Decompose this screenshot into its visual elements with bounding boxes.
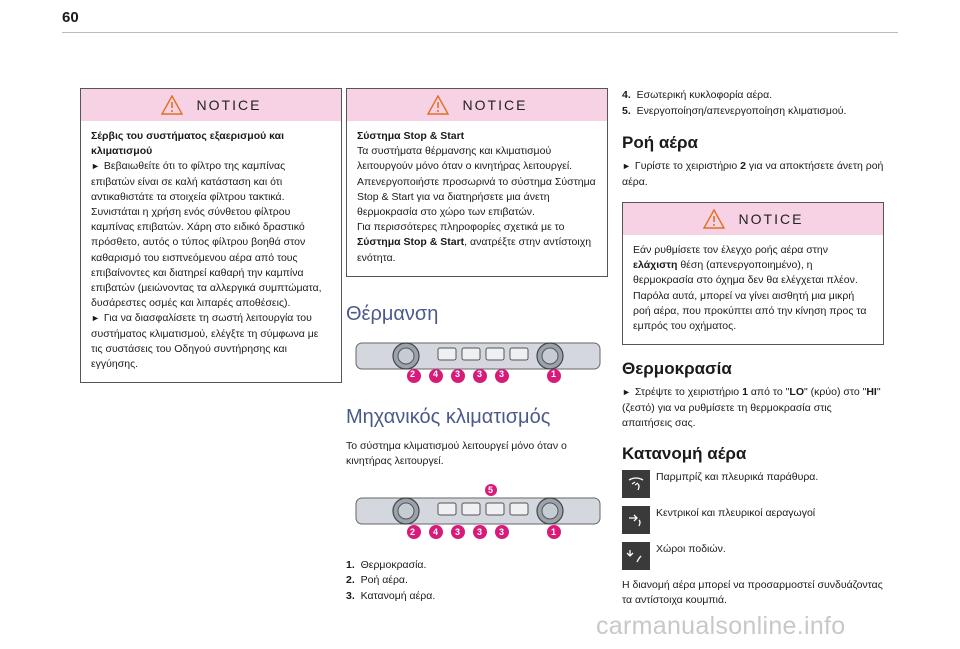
top-divider xyxy=(62,32,898,33)
notice-title: NOTICE xyxy=(738,211,804,227)
notice-title: NOTICE xyxy=(196,97,262,113)
distribution-item xyxy=(622,542,884,570)
manual-ac-list xyxy=(346,558,608,605)
list-item: 1. Θερμοκρασία. xyxy=(346,558,427,571)
heating-title: Θέρμανση xyxy=(346,302,439,325)
callout-label: 3 xyxy=(477,526,483,537)
bullet-arrow-icon: ► xyxy=(622,161,631,171)
page-number: 60 xyxy=(62,9,79,26)
warning-icon xyxy=(427,95,449,115)
list-item: 3. Κατανομή αέρα. xyxy=(346,589,436,602)
callout-label: 3 xyxy=(455,526,461,537)
notice-bullet-2: Για να διασφαλίσετε τη σωστή λειτουργία του συστήματος κλιματισμού, ελέγξτε τη σύμφωνα με τις συστάσεις του Οδηγού συντήρησης και εγγύησης. xyxy=(91,312,319,371)
list-item: 4. Εσωτερική κυκλοφορία αέρα. xyxy=(622,89,773,101)
left-notice-box xyxy=(80,88,342,383)
callout-label: 4 xyxy=(433,368,439,379)
callout-label: 3 xyxy=(499,368,505,379)
airflow-title: Ροή αέρα xyxy=(622,133,698,152)
list-item: 2. Ροή αέρα. xyxy=(346,574,408,587)
ac-panel-diagram xyxy=(354,484,602,540)
callout-label: 3 xyxy=(499,526,505,537)
notice-paragraph-2: Για περισσότερες πληροφορίες σχετικά με το Σύστημα Stop & Start, ανατρέξτε στην αντίστοιχη ενότητα. xyxy=(357,221,592,264)
notice-paragraph-1: Τα συστήματα θέρμανσης και κλιματισμού λειτουργούν μόνο όταν ο κινητήρας λειτουργεί. Απενεργοποιήστε προσωρινά το σύστημα Σύστημα Stop & Start για να διατηρήσετε μια άνετη θερμοκρασία στο χώρο των επιβατών. xyxy=(357,145,596,219)
manual-ac-title: Μηχανικός κλιματισμός xyxy=(346,405,551,428)
face-vent-icon xyxy=(622,506,650,534)
callout-label: 3 xyxy=(477,368,483,379)
list-item: 5. Ενεργοποίηση/απενεργοποίηση κλιματισμού. xyxy=(622,104,847,117)
temperature-text: ► Στρέψτε το χειριστήριο 1 από το "LO" (κρύο) στο "HI" (ζεστό) για να ρυθμίσετε τη θερμοκρασία στις απαιτήσεις σας. xyxy=(622,386,881,430)
distribution-label: Παρμπρίζ και πλευρικά παράθυρα. xyxy=(656,470,819,483)
bullet-arrow-icon: ► xyxy=(91,161,100,172)
right-notice-box xyxy=(622,202,884,345)
callout-label: 2 xyxy=(410,368,416,379)
callout-label: 3 xyxy=(455,368,461,379)
notice-bullet-1: Βεβαιωθείτε ότι το φίλτρο της καμπίνας επιβατών είναι σε καλή κατάσταση και ότι αντικαθιστάτε τα στοιχεία φίλτρου τακτικά. Συνιστάται η χρήση ενός σύνθετου φίλτρου καμπίνας επιβατών. Χάρη στο ειδικό δραστικό πρόσθετο, αυτός ο τύπος φίλτρου βοηθά στον καθαρισμό του εισπνεόμενου αέρα από τους επιβαίνοντες και διατηρεί καθαρή την καμπίνα επιβατών (μειώνοντας τα αλλεργικά συμπτώματα, δυσάρεστες οσμές και λιπαρές αποθέσεις). xyxy=(91,160,322,310)
distribution-label: Χώροι ποδιών. xyxy=(656,542,726,555)
manual-ac-text: Το σύστημα κλιματισμού λειτουργεί μόνο όταν ο κινητήρας λειτουργεί. xyxy=(346,439,567,468)
callout-label: 1 xyxy=(551,368,557,379)
distribution-item xyxy=(622,506,884,534)
airflow-text: ► Γυρίστε το χειριστήριο 2 για να αποκτήσετε άνετη ροή αέρα. xyxy=(622,160,884,188)
callout-label: 4 xyxy=(433,526,439,537)
notice-header xyxy=(623,203,883,235)
warning-icon xyxy=(161,95,183,115)
distribution-title: Κατανομή αέρα xyxy=(622,443,747,463)
footwell-vent-icon xyxy=(622,542,650,570)
mid-notice-box xyxy=(346,88,608,277)
distribution-label: Κεντρικοί και πλευρικοί αεραγωγοί xyxy=(656,506,816,519)
warning-icon xyxy=(703,209,725,229)
notice-heading: Σύστημα Stop & Start xyxy=(357,130,465,142)
continued-list xyxy=(622,88,884,119)
notice-header xyxy=(347,89,607,121)
heating-panel-diagram xyxy=(354,340,602,384)
distribution-item xyxy=(622,470,884,498)
notice-title: NOTICE xyxy=(462,97,528,113)
notice-heading: Σέρβις του συστήματος εξαερισμού και κλιματισμού xyxy=(91,130,285,158)
callout-label: 2 xyxy=(410,526,416,537)
notice-text: Εάν ρυθμίσετε τον έλεγχο ροής αέρα στην ελάχιστη θέση (απενεργοποιημένο), η θερμοκρασία στο όχημα δεν θα ελέγχεται πλέον. Παρόλα αυτά, μπορεί να γίνει αισθητή μια μικρή ροή αέρα, που προκύπτει από την κίνηση προς τα εμπρός του οχήματος. xyxy=(633,244,867,333)
windscreen-vent-icon xyxy=(622,470,650,498)
temperature-title: Θερμοκρασία xyxy=(622,359,732,379)
bullet-arrow-icon: ► xyxy=(91,313,100,324)
distribution-text: Η διανομή αέρα μπορεί να προσαρμοστεί συνδυάζοντας τα αντίστοιχα κουμπιά. xyxy=(622,578,883,607)
notice-header xyxy=(81,89,341,121)
callout-label: 5 xyxy=(488,484,494,495)
bullet-arrow-icon: ► xyxy=(622,387,631,398)
callout-label: 1 xyxy=(551,526,557,537)
watermark: carmanualsonline.info xyxy=(596,612,846,640)
